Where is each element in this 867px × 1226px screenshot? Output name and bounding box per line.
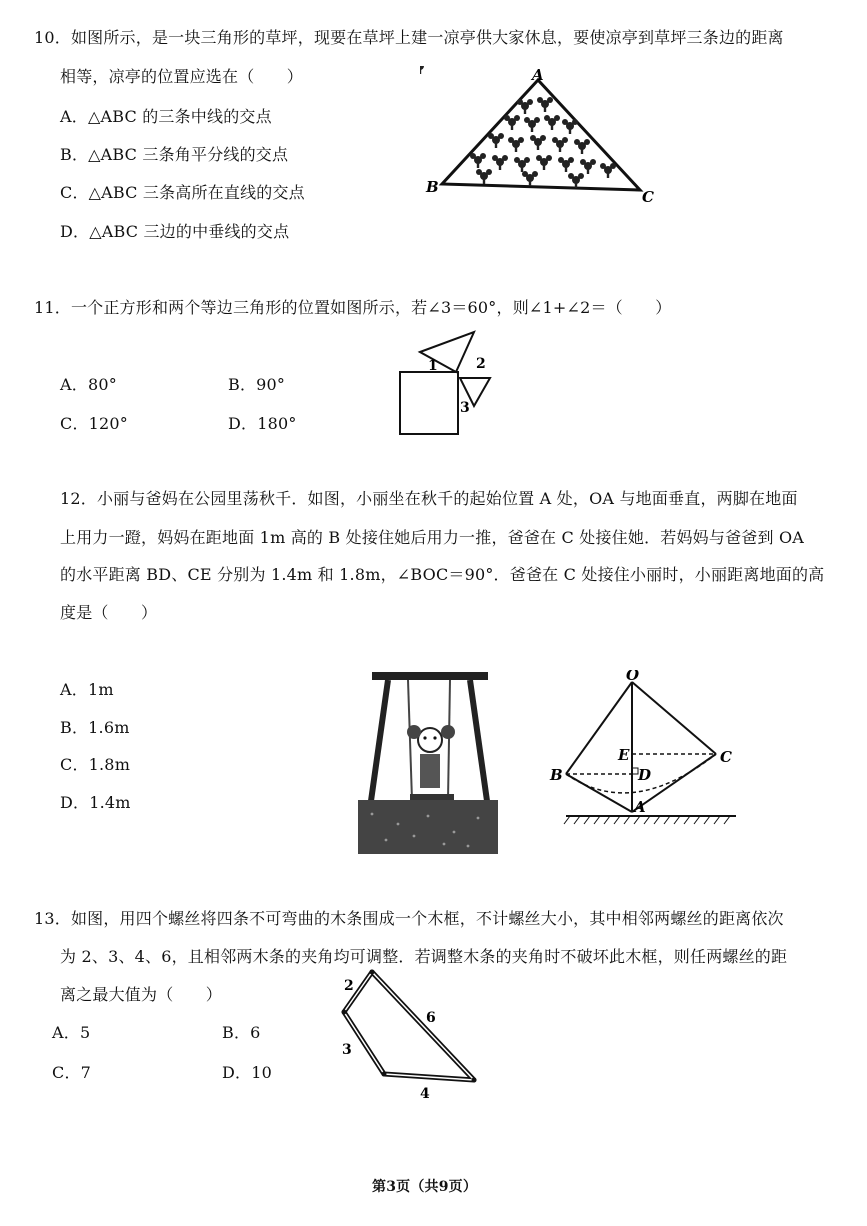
q11-option-b: B．90° — [228, 375, 286, 394]
q12-stem-line1: 12．小丽与爸妈在公园里荡秋千．如图，小丽坐在秋千的起始位置 A 处，OA 与地面垂直，两脚在地面 — [60, 489, 798, 508]
q10-triangle-figure — [420, 66, 670, 208]
q10-stem-line1: 10．如图所示，是一块三角形的草坪，现要在草坪上建一凉亭供大家休息，要使凉亭到草坪三条边的距离 — [34, 28, 784, 47]
q12-option-b: B．1.6m — [60, 718, 130, 737]
q10-label-c: C — [642, 188, 654, 206]
q13-stem-line3: 离之最大值为（ ） — [60, 985, 223, 1004]
q11-option-a: A．80° — [60, 375, 117, 394]
q13-side-4: 4 — [420, 1086, 430, 1102]
q12-option-c: C．1.8m — [60, 755, 131, 774]
grass-pattern — [420, 66, 616, 188]
q10-label-a: A — [532, 66, 544, 84]
q10-option-d: D．△ABC 三边的中垂线的交点 — [60, 222, 290, 241]
q11-option-d: D．180° — [228, 414, 297, 433]
q13-option-a: A．5 — [52, 1023, 91, 1042]
q12-label-o: O — [626, 670, 640, 684]
q13-side-2: 2 — [344, 978, 354, 994]
q13-option-d: D．10 — [222, 1063, 272, 1082]
q10-stem-line2: 相等，凉亭的位置应选在（ ） — [60, 67, 304, 86]
swing-illustration — [358, 668, 498, 854]
q13-frame-figure — [334, 964, 484, 1102]
q13-stem-line2: 为 2、3、4、6，且相邻两木条的夹角均可调整．若调整木条的夹角时不破坏此木框，则任两螺丝的距 — [60, 947, 788, 966]
page-footer: 第3页（共9页） — [372, 1179, 478, 1195]
q12-label-c: C — [720, 748, 732, 766]
q10-option-a: A．△ABC 的三条中线的交点 — [60, 107, 272, 126]
q13-side-6: 6 — [426, 1010, 436, 1026]
q12-label-e: E — [618, 746, 630, 764]
q12-stem-line2: 上用力一蹬，妈妈在距地面 1m 高的 B 处接住她后用力一推，爸爸在 C 处接住她．若妈妈与爸爸到 OA — [60, 528, 805, 547]
q10-label-b: B — [426, 178, 439, 196]
q12-label-a: A — [634, 798, 646, 816]
q11-angle-1: 1 — [428, 358, 438, 374]
q13-side-3: 3 — [342, 1042, 352, 1058]
q13-option-b: B．6 — [222, 1023, 261, 1042]
q11-figure — [390, 326, 500, 440]
q11-angle-3: 3 — [460, 400, 470, 416]
q12-geometry-diagram — [548, 670, 748, 830]
q12-label-b: B — [550, 766, 563, 784]
q13-stem-line1: 13．如图，用四个螺丝将四条不可弯曲的木条围成一个木框，不计螺丝大小，其中相邻两螺丝的距离依次 — [34, 909, 784, 928]
q11-angle-2: 2 — [476, 356, 486, 372]
q12-option-a: A．1m — [60, 680, 114, 699]
q10-option-b: B．△ABC 三条角平分线的交点 — [60, 145, 289, 164]
q10-option-c: C．△ABC 三条高所在直线的交点 — [60, 183, 305, 202]
q12-option-d: D．1.4m — [60, 793, 131, 812]
q13-option-c: C．7 — [52, 1063, 92, 1082]
q12-stem-line4: 度是（ ） — [60, 603, 158, 622]
q11-option-c: C．120° — [60, 414, 128, 433]
q12-label-d: D — [638, 766, 652, 784]
q11-stem: 11．一个正方形和两个等边三角形的位置如图所示，若∠3＝60°，则∠1+∠2＝（ ） — [34, 298, 672, 317]
q12-stem-line3: 的水平距离 BD、CE 分别为 1.4m 和 1.8m，∠BOC＝90°．爸爸在 C 处接住小丽时，小丽距离地面的高 — [60, 565, 825, 584]
